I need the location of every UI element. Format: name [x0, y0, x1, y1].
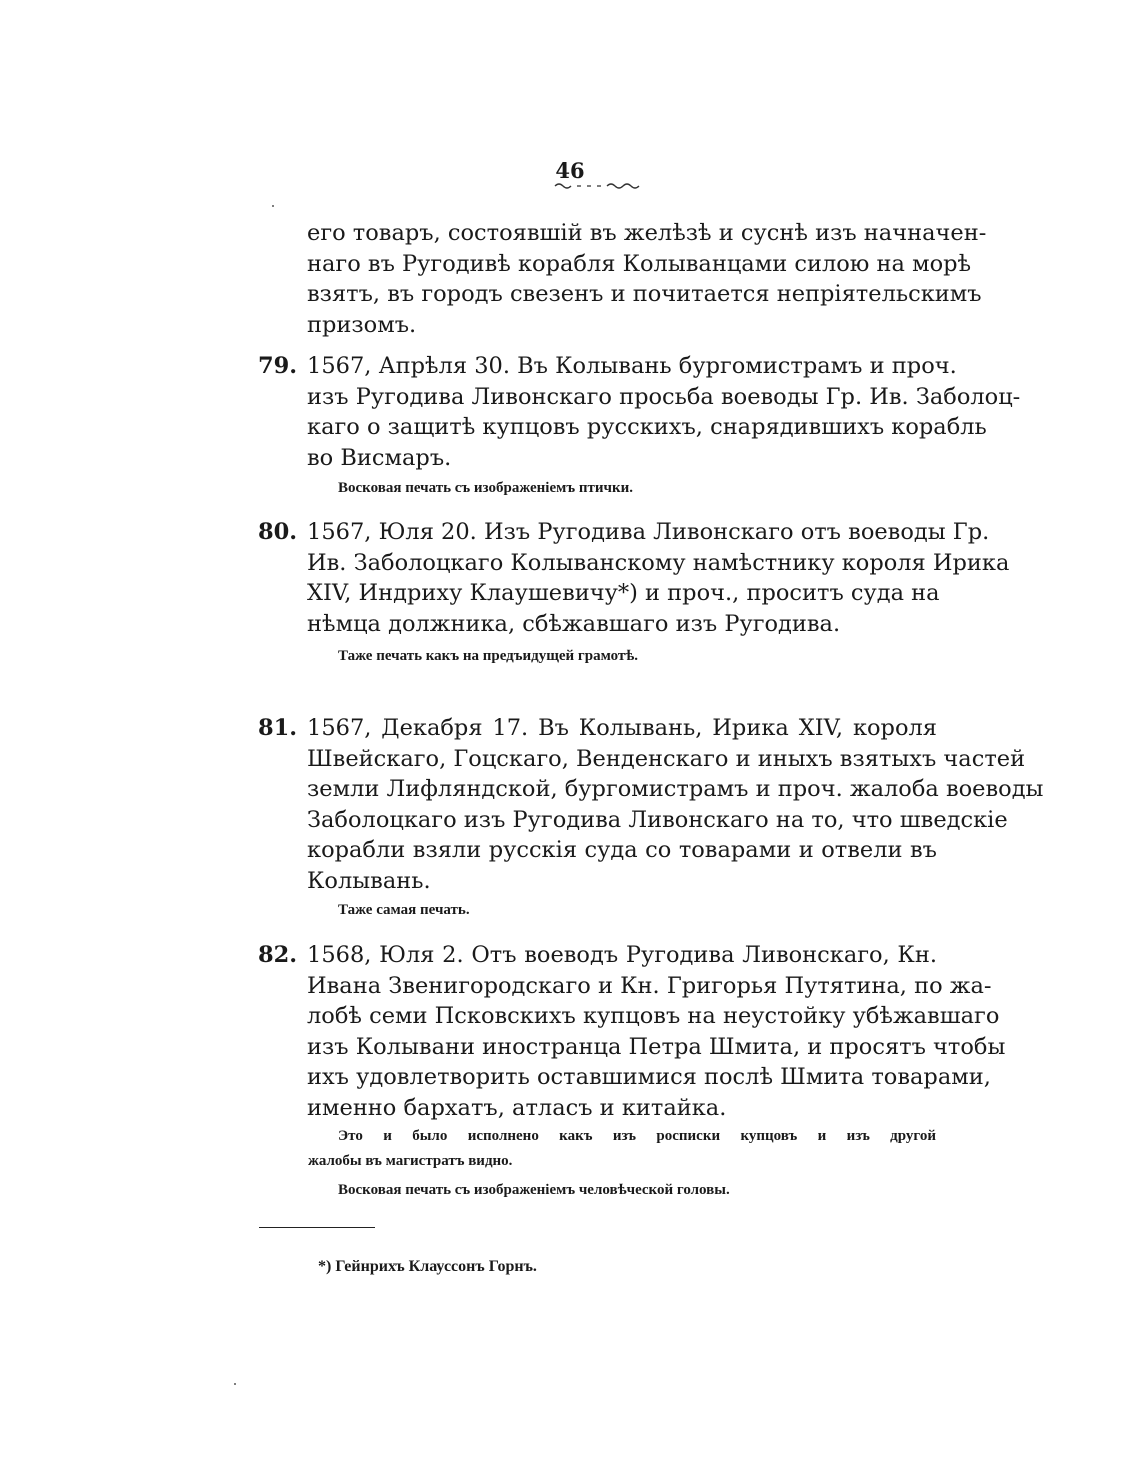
text-line: Швейскаго, Гоцскаго, Венденскаго и иныхъ взятыхъ частей	[307, 745, 1026, 772]
text-line: изъ Ругодива Ливонскаго просьба воеводы Гр. Ив. Заболоц-	[307, 383, 1021, 410]
text-line: каго о защитѣ купцовъ русскихъ, снарядившихъ корабль	[307, 414, 987, 440]
intro-paragraph	[307, 218, 987, 340]
seal-note: Восковая печать съ изображеніемъ человѣческой головы.	[338, 1182, 730, 1198]
text-line: XIV, Индриху Клаушевичу*) и проч., проситъ суда на	[307, 580, 940, 606]
text-line: именно бархатъ, атласъ и китайка.	[307, 1094, 727, 1121]
entry-text	[307, 517, 1010, 639]
entry-text	[307, 351, 1021, 473]
text-line: земли Лифляндской, бургомистрамъ и проч. жалоба воеводы	[307, 776, 1044, 802]
scan-speck	[234, 1383, 236, 1385]
text-line: 1567, Декабря 17. Въ Колывань, Ирика XIV, короля	[307, 715, 937, 741]
seal-note: Таже самая печать.	[338, 902, 470, 918]
seal-note: Таже печать какъ на предъидущей грамотѣ.	[338, 648, 639, 664]
entry-text	[307, 940, 1006, 1123]
text-line: лобѣ семи Псковскихъ купцовъ на неустойку убѣжавшаго	[307, 1003, 1000, 1029]
text-line: Колывань.	[307, 867, 431, 894]
page-number: 46	[555, 158, 585, 183]
text-line: его товаръ, состоявшій въ желѣзѣ и суснѣ изъ начначен-	[307, 220, 987, 246]
archive-note	[308, 1124, 936, 1174]
footnote: *) Гейнрихъ Клауссонъ Горнъ.	[318, 1258, 537, 1275]
text-line: жалобы въ магистратъ видно.	[308, 1153, 513, 1169]
text-line: 1568, Юля 2. Отъ воеводъ Ругодива Ливонскаго, Кн.	[307, 942, 937, 968]
text-line: 1567, Юля 20. Изъ Ругодива Ливонскаго отъ воеводы Гр.	[307, 519, 990, 545]
text-line: во Висмаръ.	[307, 444, 452, 471]
scan-speck	[272, 205, 274, 207]
entry-number: 81.	[258, 715, 298, 741]
text-line: изъ Колывани иностранца Петра Шмита, и просятъ чтобы	[307, 1033, 1006, 1060]
text-line: Ив. Заболоцкаго Колыванскому намѣстнику короля Ирика	[307, 549, 1010, 576]
text-line: Это и было исполнено какъ изъ росписки купцовъ и изъ другой	[338, 1128, 936, 1144]
text-line: Заболоцкаго изъ Ругодива Ливонскаго на то, что шведскіе	[307, 806, 1008, 833]
seal-note: Восковая печать съ изображеніемъ птички.	[338, 480, 633, 496]
ornament-squiggle	[553, 181, 641, 191]
text-line: корабли взяли русскія суда со товарами и отвели въ	[307, 837, 937, 863]
text-line: нѣмца должника, сбѣжавшаго изъ Ругодива.	[307, 610, 841, 637]
text-line: 1567, Апрѣля 30. Въ Колывань бургомистрамъ и проч.	[307, 353, 957, 379]
entry-text	[307, 713, 1044, 896]
text-line: взятъ, въ городъ свезенъ и почитается непріятельскимъ	[307, 281, 982, 307]
text-line: ихъ удовлетворить оставшимися послѣ Шмита товарами,	[307, 1064, 991, 1090]
entry-number: 79.	[258, 353, 298, 379]
text-line: призомъ.	[307, 311, 417, 338]
entry-number: 82.	[258, 942, 298, 968]
footnote-divider	[259, 1227, 375, 1228]
entry-number: 80.	[258, 519, 298, 545]
text-line: наго въ Ругодивѣ корабля Колыванцами силою на морѣ	[307, 250, 972, 277]
text-line: Ивана Звенигородскаго и Кн. Григорья Путятина, по жа-	[307, 972, 992, 999]
